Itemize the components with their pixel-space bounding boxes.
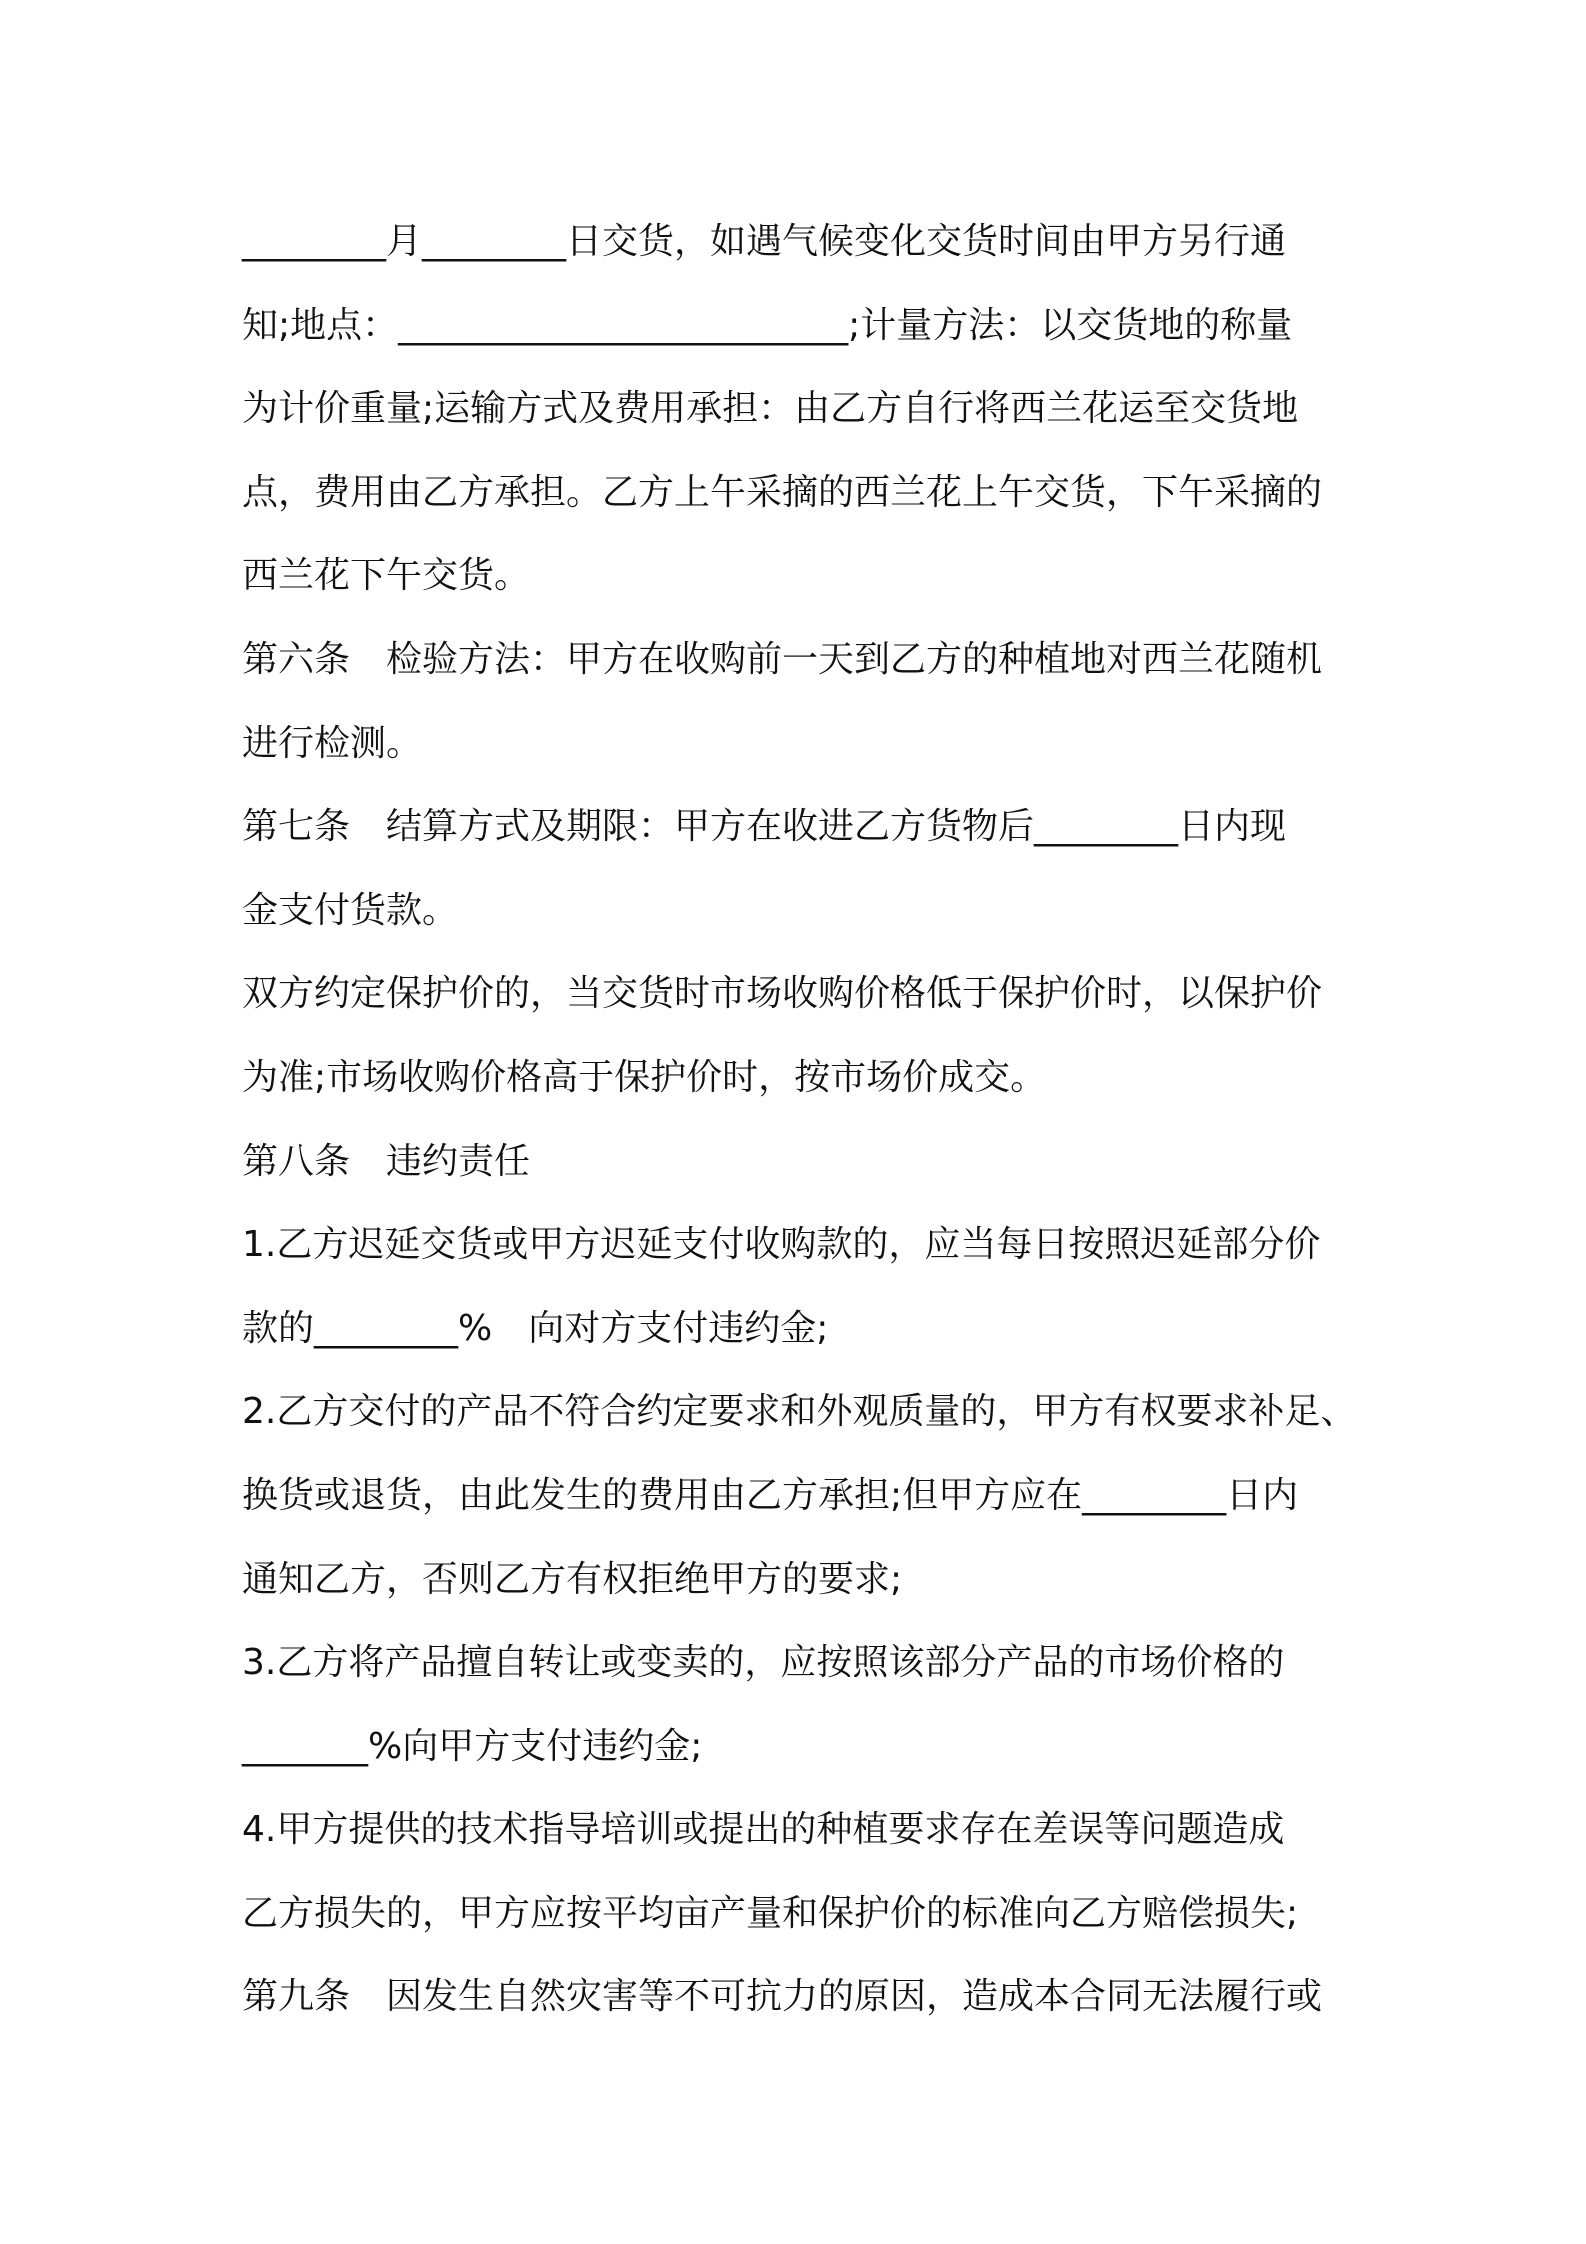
- text-line: 西兰花下午交货。: [242, 555, 531, 597]
- text-line: 通知乙方，否则乙方有权拒绝甲方的要求;: [242, 1558, 903, 1600]
- text-line: 款的________% 向对方支付违约金;: [242, 1307, 829, 1349]
- clause-3-line: 3.乙方将产品擅自转让或变卖的，应按照该部分产品的市场价格的: [242, 1642, 1285, 1684]
- text-line: 点，费用由乙方承担。乙方上午采摘的西兰花上午交货，下午采摘的: [242, 471, 1323, 513]
- text-line: 知;地点：_________________________;计量方法：以交货地的称量: [242, 304, 1293, 346]
- text-line: 进行检测。: [242, 722, 423, 764]
- text-line: 为计价重量;运输方式及费用承担：由乙方自行将西兰花运至交货地: [242, 388, 1299, 430]
- clause-4-line: 4.甲方提供的技术指导培训或提出的种植要求存在差误等问题造成: [242, 1809, 1285, 1851]
- text-line: 换货或退货，由此发生的费用由乙方承担;但甲方应在________日内: [242, 1474, 1299, 1516]
- text-line: ________月________日交货，如遇气候变化交货时间由甲方另行通: [242, 221, 1287, 262]
- article-8-heading: 第八条 违约责任: [242, 1140, 531, 1182]
- text-line: 双方约定保护价的，当交货时市场收购价格低于保护价时，以保护价: [242, 973, 1323, 1015]
- clause-2-line: 2.乙方交付的产品不符合约定要求和外观质量的，甲方有权要求补足、: [242, 1391, 1357, 1433]
- text-line: 乙方损失的，甲方应按平均亩产量和保护价的标准向乙方赔偿损失;: [242, 1892, 1299, 1934]
- clause-1-line: 1.乙方迟延交货或甲方迟延支付收购款的，应当每日按照迟延部分价: [242, 1224, 1321, 1266]
- document-body: [242, 200, 1372, 2039]
- article-9-line: 第九条 因发生自然灾害等不可抗力的原因，造成本合同无法履行或: [242, 1976, 1323, 2018]
- article-7-line: 第七条 结算方式及期限：甲方在收进乙方货物后________日内现: [242, 806, 1287, 848]
- article-6-line: 第六条 检验方法：甲方在收购前一天到乙方的种植地对西兰花随机: [242, 638, 1323, 680]
- text-line: 为准;市场收购价格高于保护价时，按市场价成交。: [242, 1056, 1047, 1098]
- text-line: 金支付货款。: [242, 889, 459, 931]
- text-line: _______%向甲方支付违约金;: [242, 1725, 703, 1767]
